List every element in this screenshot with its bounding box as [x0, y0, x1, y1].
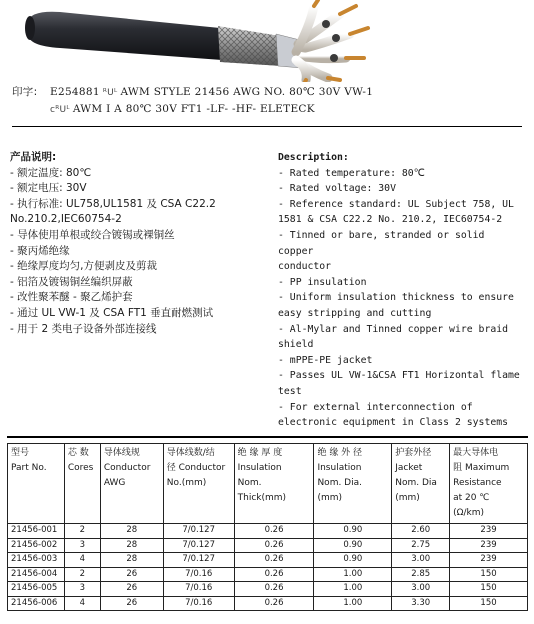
table-cell: 2.75	[392, 538, 450, 553]
chinese-line: - 改性聚苯醚 - 聚乙烯护套	[10, 291, 133, 304]
table-cell: 0.26	[234, 582, 314, 597]
table-cell: 0.26	[234, 524, 314, 539]
table-cell: 239	[450, 553, 528, 568]
marking-line2-text: AWM I A 80℃ 30V FT1 -LF- -HF- ELETECK	[72, 103, 315, 115]
table-cell: 0.90	[314, 553, 392, 568]
chinese-description	[10, 150, 268, 337]
section-divider	[12, 126, 522, 127]
table-cell: 0.90	[314, 524, 392, 539]
conductor-group	[296, 0, 368, 82]
english-line: - For external interconnection of	[278, 401, 473, 413]
table-row	[8, 567, 528, 582]
spec-table	[7, 443, 528, 611]
table-header-row	[8, 444, 528, 524]
table-cell: 21456-003	[8, 553, 65, 568]
table-row	[8, 538, 528, 553]
header-jacket-dia: 护套外径 Jacket Nom. Dia (mm)	[392, 444, 450, 524]
header-insulation-dia: 绝 缘 外 径 Insulation Nom. Dia. (mm)	[314, 444, 392, 524]
english-line: conductor	[278, 261, 332, 273]
header-cores: 芯 数 Cores	[64, 444, 100, 524]
table-cell: 7/0.16	[163, 567, 234, 582]
table-cell: 0.26	[234, 553, 314, 568]
table-row	[8, 582, 528, 597]
table-cell: 2.60	[392, 524, 450, 539]
chinese-line: - 通过 UL VW-1 及 CSA FT1 垂直耐燃测试	[10, 306, 214, 319]
header-resistance: 最大导体电 阻 Maximum Resistance at 20 ℃ (Ω/km)	[450, 444, 528, 524]
table-cell: 3	[64, 582, 100, 597]
english-line: electronic equipment in Class 2 systems	[278, 417, 509, 429]
chinese-line: - 执行标准: UL758,UL1581 及 CSA C22.2	[10, 197, 216, 210]
table-cell: 0.26	[234, 567, 314, 582]
table-cell: 4	[64, 553, 100, 568]
table-row	[8, 596, 528, 611]
marking-line1-text: AWM STYLE 21456 AWG NO. 80℃ 30V VW-1	[120, 86, 374, 98]
header-conductor-no: 导体线数/结 径 Conductor No.(mm)	[163, 444, 234, 524]
table-cell: 239	[450, 524, 528, 539]
table-cell: 1.00	[314, 582, 392, 597]
english-line: 1581 & CSA C22.2 No. 210.2, IEC60754-2	[278, 214, 503, 226]
marking-prefix: 印字:	[12, 86, 38, 98]
table-cell: 21456-002	[8, 538, 65, 553]
table-cell: 150	[450, 582, 528, 597]
table-cell: 0.26	[234, 596, 314, 611]
chinese-line: - 聚丙烯绝缘	[10, 244, 70, 257]
english-line: - Passes UL VW-1&CSA FT1 Horizontal flame	[278, 370, 520, 382]
marking-line1-code: E254881	[50, 86, 100, 98]
english-line: - Reference standard: UL Subject 758, UL	[278, 198, 514, 210]
table-cell: 26	[100, 596, 163, 611]
chinese-line: - 额定温度: 80℃	[10, 166, 92, 179]
header-conductor-awg: 导体线规 Conductor AWG	[100, 444, 163, 524]
table-cell: 26	[100, 582, 163, 597]
table-cell: 239	[450, 538, 528, 553]
table-cell: 2.85	[392, 567, 450, 582]
english-line: - mPPE-PE jacket	[278, 354, 373, 366]
table-cell: 1.00	[314, 567, 392, 582]
english-line: - Uniform insulation thickness to ensure	[278, 292, 514, 304]
cul-mark-icon: cᴿUᴸ	[50, 105, 70, 115]
chinese-line: - 用于 2 类电子设备外部连接线	[10, 322, 157, 335]
english-line: - Al-Mylar and Tinned copper wire braid	[278, 323, 509, 335]
english-title: Description:	[278, 152, 349, 163]
table-cell: 21456-006	[8, 596, 65, 611]
table-row	[8, 524, 528, 539]
table-cell: 2	[64, 567, 100, 582]
table-cell: 2	[64, 524, 100, 539]
chinese-title: 产品说明:	[10, 151, 57, 163]
cable-illustration	[0, 0, 534, 82]
table-cell: 7/0.16	[163, 582, 234, 597]
table-cell: 26	[100, 567, 163, 582]
chinese-line: - 额定电压: 30V	[10, 182, 87, 195]
table-cell: 7/0.16	[163, 596, 234, 611]
table-cell: 3.00	[392, 553, 450, 568]
chinese-line: - 导体使用单根或绞合镀锡或裸铜丝	[10, 228, 175, 241]
table-cell: 3	[64, 538, 100, 553]
english-line: easy stripping and cutting	[278, 307, 432, 319]
table-cell: 3.30	[392, 596, 450, 611]
cable-marking	[12, 84, 373, 118]
table-cell: 21456-005	[8, 582, 65, 597]
table-cell: 7/0.127	[163, 524, 234, 539]
table-cell: 150	[450, 596, 528, 611]
ul-mark-icon: ᴿUᴸ	[102, 88, 118, 98]
english-line: - Tinned or bare, stranded or solid copper	[278, 229, 485, 257]
table-row	[8, 553, 528, 568]
table-cell: 4	[64, 596, 100, 611]
english-line: - Rated voltage: 30V	[278, 183, 396, 195]
table-cell: 7/0.127	[163, 538, 234, 553]
table-cell: 7/0.127	[163, 553, 234, 568]
header-insulation-thick: 绝 缘 厚 度 Insulation Nom. Thick(mm)	[234, 444, 314, 524]
table-cell: 21456-004	[8, 567, 65, 582]
english-line: test	[278, 385, 302, 397]
table-top-rule	[7, 436, 528, 438]
table-cell: 1.00	[314, 596, 392, 611]
table-cell: 0.90	[314, 538, 392, 553]
chinese-line: - 铝箔及镀锡铜丝编织屏蔽	[10, 275, 133, 288]
table-cell: 0.26	[234, 538, 314, 553]
header-part-no: 型号 Part No.	[8, 444, 65, 524]
table-cell: 150	[450, 567, 528, 582]
chinese-line: No.210.2,IEC60754-2	[10, 213, 122, 226]
table-cell: 21456-001	[8, 524, 65, 539]
table-cell: 3.00	[392, 582, 450, 597]
table-cell: 28	[100, 553, 163, 568]
chinese-line: - 绝缘厚度均匀,方便剥皮及剪裁	[10, 260, 157, 273]
english-line: - Rated temperature: 80℃	[278, 167, 425, 179]
english-line: shield	[278, 339, 314, 351]
table-cell: 28	[100, 524, 163, 539]
english-description	[278, 150, 524, 431]
english-line: - PP insulation	[278, 276, 367, 288]
table-cell: 28	[100, 538, 163, 553]
